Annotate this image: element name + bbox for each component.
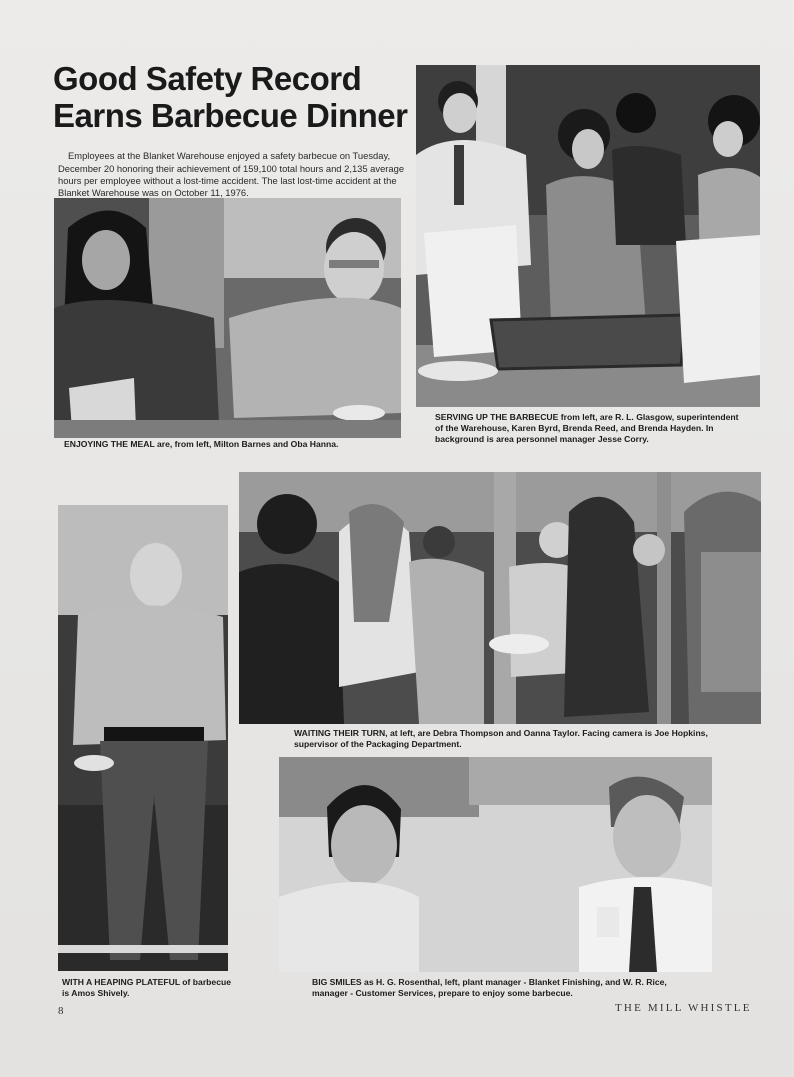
caption-enjoying: ENJOYING THE MEAL are, from left, Milton Barnes and Oba Hanna. — [64, 439, 339, 449]
caption-waiting: WAITING THEIR TURN, at left, are Debra Thompson and Oanna Taylor. Facing camera is Joe Hopkins, supervisor of the Packaging Department. — [294, 728, 708, 749]
article-headline — [53, 60, 423, 134]
headline-line-1: Good Safety Record — [53, 60, 362, 97]
photo-serving-barbecue — [416, 65, 760, 407]
publication-name: THE MILL WHISTLE — [615, 1002, 752, 1014]
photo-waiting-turn — [239, 472, 761, 724]
photo-big-smiles — [279, 757, 712, 972]
photo-heaping-plateful — [58, 505, 228, 971]
caption-smiles: BIG SMILES as H. G. Rosenthal, left, plant manager - Blanket Finishing, and W. R. Rice, manager - Customer Services, prepare to enjoy some barbecue. — [312, 977, 667, 998]
photo-enjoying-meal — [54, 198, 401, 438]
headline-line-2: Earns Barbecue Dinner — [53, 97, 408, 134]
caption-serving: SERVING UP THE BARBECUE from left, are R. L. Glasgow, superintendent of the Warehouse, Karen Byrd, Brenda Reed, and Brenda Hayden. In background is area personnel manager Jesse Corry. — [435, 412, 739, 444]
caption-heaping: WITH A HEAPING PLATEFUL of barbecue is Amos Shively. — [62, 977, 232, 998]
page-number: 8 — [58, 1005, 64, 1017]
article-intro: Employees at the Blanket Warehouse enjoyed a safety barbecue on Tuesday, December 20 honoring their achievement of 159,100 total hours and 2,135 average hours per employee without a lost-time accident. The last lost-time accident at the Blanket Warehouse was on October 11, 1976. — [58, 150, 405, 198]
